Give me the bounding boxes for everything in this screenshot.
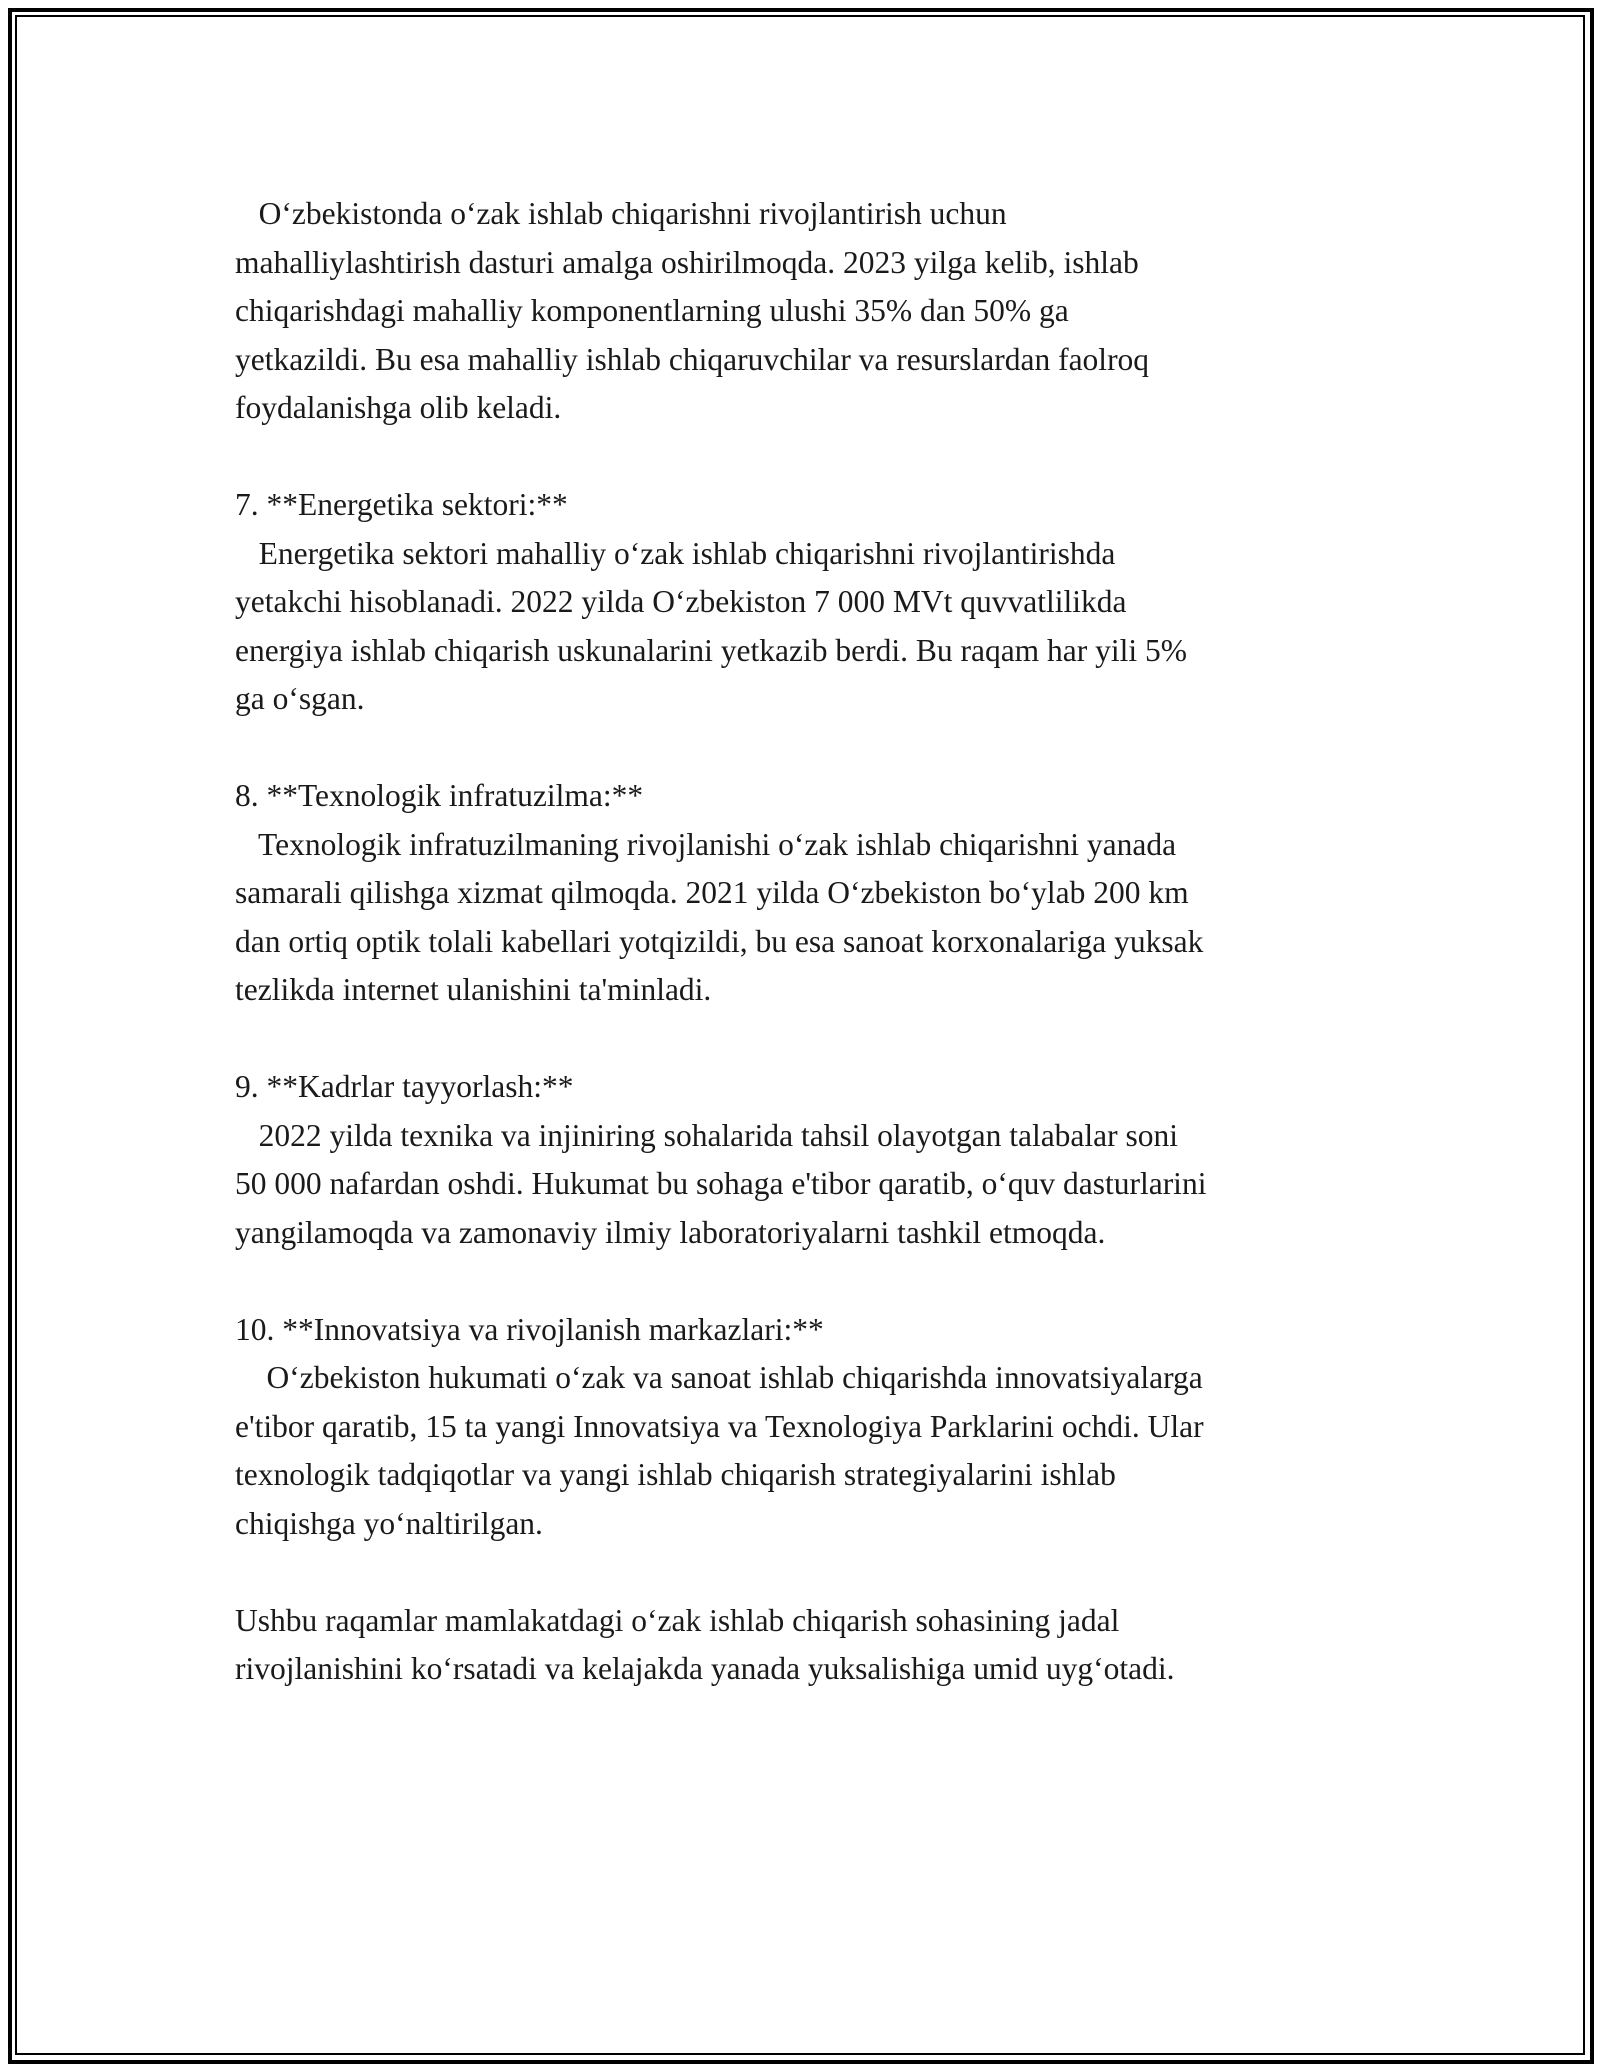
section-energetika xyxy=(235,481,1375,724)
text-line: Texnologik infratuzilmaning rivojlanishi o‘zak ishlab chiqarishni yanada xyxy=(235,826,1177,862)
text-line: yetkazildi. Bu esa mahalliy ishlab chiqaruvchilar va resurslardan faolroq xyxy=(235,341,1150,377)
section-heading: 9. **Kadrlar tayyorlash:** xyxy=(235,1069,574,1104)
text-line: Ushbu raqamlar mamlakatdagi o‘zak ishlab chiqarish sohasining jadal xyxy=(235,1602,1120,1638)
text-line: mahalliylashtirish dasturi amalga oshirilmoqda. 2023 yilga kelib, ishlab xyxy=(235,244,1139,280)
text-line: O‘zbekistonda o‘zak ishlab chiqarishni rivojlantirish uchun xyxy=(235,196,1007,231)
text-line: samarali qilishga xizmat qilmoqda. 2021 yilda O‘zbekiston bo‘ylab 200 km xyxy=(235,875,1189,910)
section-kadrlar-tayyorlash xyxy=(235,1063,1375,1257)
text-line: Energetika sektori mahalliy o‘zak ishlab chiqarishni rivojlantirishda xyxy=(235,535,1116,571)
text-line: dan ortiq optik tolali kabellari yotqizildi, bu esa sanoat korxonalariga yuksak xyxy=(235,923,1204,959)
text-line: chiqarishdagi mahalliy komponentlarning ulushi 35% dan 50% ga xyxy=(235,293,1069,328)
text-line: 2022 yilda texnika va injiniring sohalarida tahsil olayotgan talabalar soni xyxy=(235,1117,1179,1153)
text-line: 50 000 nafardan oshdi. Hukumat bu sohaga e'tibor qaratib, o‘quv dasturlarini xyxy=(235,1166,1207,1201)
paragraph-spacer xyxy=(235,1015,1375,1064)
intro-paragraph xyxy=(235,190,1375,433)
text-line: tezlikda internet ulanishini ta'minladi. xyxy=(235,972,712,1007)
text-line: yetakchi hisoblanadi. 2022 yilda O‘zbekiston 7 000 MVt quvvatlilikda xyxy=(235,584,1127,619)
paragraph-spacer xyxy=(235,724,1375,773)
section-heading: 8. **Texnologik infratuzilma:** xyxy=(235,778,644,813)
document-body xyxy=(235,190,1375,1694)
closing-paragraph xyxy=(235,1597,1375,1694)
paragraph-spacer xyxy=(235,1548,1375,1597)
text-line: energiya ishlab chiqarish uskunalarini yetkazib berdi. Bu raqam har yili 5% xyxy=(235,632,1188,668)
text-line: chiqishga yo‘naltirilgan. xyxy=(235,1505,543,1541)
section-heading: 10. **Innovatsiya va rivojlanish markazlari:** xyxy=(235,1311,824,1347)
section-texnologik-infratuzilma xyxy=(235,772,1375,1015)
paragraph-spacer xyxy=(235,1257,1375,1306)
paragraph-spacer xyxy=(235,433,1375,482)
text-line: foydalanishga olib keladi. xyxy=(235,390,562,425)
text-line: texnologik tadqiqotlar va yangi ishlab chiqarish strategiyalarini ishlab xyxy=(235,1457,1116,1492)
text-line: ga o‘sgan. xyxy=(235,681,365,716)
text-line: rivojlanishini ko‘rsatadi va kelajakda yanada yuksalishiga umid uyg‘otadi. xyxy=(235,1651,1175,1686)
section-innovatsiya xyxy=(235,1306,1375,1549)
text-line: yangilamoqda va zamonaviy ilmiy laboratoriyalarni tashkil etmoqda. xyxy=(235,1214,1106,1250)
text-line: O‘zbekiston hukumati o‘zak va sanoat ishlab chiqarishda innovatsiyalarga xyxy=(235,1360,1203,1395)
text-line: e'tibor qaratib, 15 ta yangi Innovatsiya va Texnologiya Parklarini ochdi. Ular xyxy=(235,1408,1204,1444)
section-heading: 7. **Energetika sektori:** xyxy=(235,487,568,522)
